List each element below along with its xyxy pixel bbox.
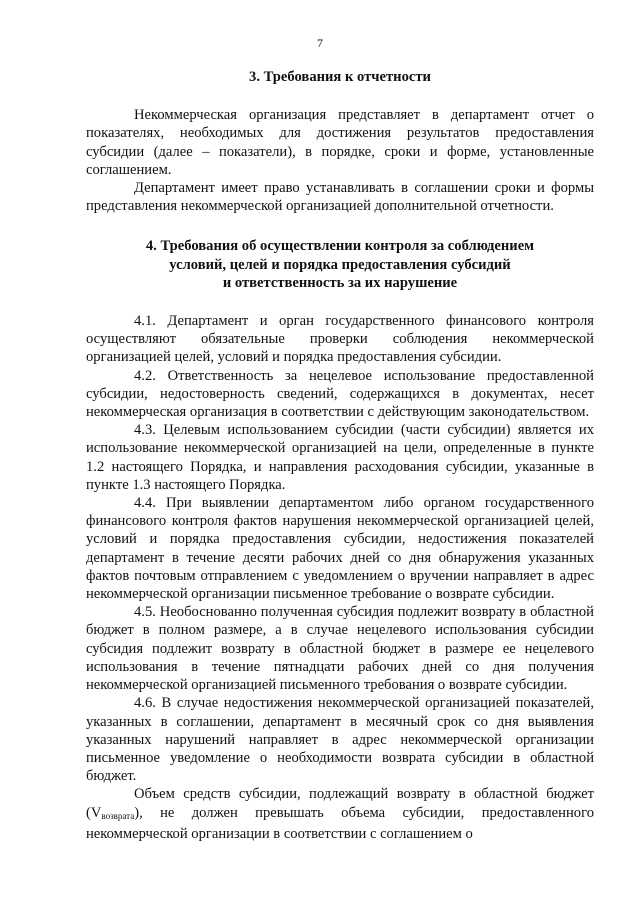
section-4-heading-line: условий, целей и порядка предоставления субсидий [169,256,511,273]
document-body [86,62,594,843]
section-3-paragraph: Департамент имеет право устанавливать в соглашении сроки и формы представления некоммерческой организацией дополнительной отчетности. [86,180,594,215]
paragraph-4-1: 4.1. Департамент и орган государственного финансового контроля осуществляют обязательные проверки соблюдения некоммерческой организацией целей, условий и порядка предоставления субсидии. [86,313,594,366]
paragraph-4-3: 4.3. Целевым использованием субсидии (части субсидии) является их использование некоммерческой организацией на цели, определенные в пункте 1.2 настоящего Порядка, и направления расходования субсидии, указанные в пункте 1.3 настоящего Порядка. [86,422,594,493]
section-3-paragraph: Некоммерческая организация представляет в департамент отчет о показателях, необходимых для достижения результатов предоставления субсидии (далее – показатели), в порядке, сроки и форме, установленные соглашением. [86,107,594,178]
section-4-heading [86,237,594,292]
paragraph-4-5: 4.5. Необоснованно полученная субсидия подлежит возврату в областной бюджет в полном размере, а в случае нецелевого использования субсидии субсидия подлежит возврату в областной бюджет в размере ее нецелевого использования в течение пятнадцати рабочих дней со дня получения некоммерческой организацией письменного требования о возврате субсидии. [86,604,594,694]
return-volume-text-start: Объем средств субсидии, подлежащий возврату в областной бюджет (V [86,786,594,821]
return-volume-subscript: возврата [101,810,135,821]
paragraph-return-volume [86,785,594,843]
paragraph-4-4: 4.4. При выявлении департаментом либо органом государственного финансового контроля фактов нарушения некоммерческой организацией целей, условий и порядка предоставления субсидии, недостижения показателей департамент в течение десяти рабочих дней со дня обнаружения указанных фактов почтовым отправлением с уведомлением о вручении направляет в адрес некоммерческой организации письменное требование о возврате субсидии. [86,495,594,603]
paragraph-4-6: 4.6. В случае недостижения некоммерческой организацией показателей, указанных в соглашении, департамент в месячный срок со дня выявления указанных нарушений направляет в адрес некоммерческой организации письменное уведомление о необходимости возврата субсидии в областной бюджет. [86,695,594,785]
return-volume-text-end: ), не должен превышать объема субсидии, предоставленного некоммерческой организации в соответствии с соглашением о [86,804,594,842]
page-number: 7 [317,36,323,50]
section-4-heading-line: и ответственность за их нарушение [222,274,458,291]
section-4-heading-line: 4. Требования об осуществлении контроля за соблюдением [145,238,535,255]
section-3-heading: 3. Требования к отчетности [249,69,431,85]
paragraph-4-2: 4.2. Ответственность за нецелевое использование предоставленной субсидии, недостоверность сведений, содержащихся в документах, несет некоммерческая организация в соответствии с действующим законодательством. [86,367,594,421]
